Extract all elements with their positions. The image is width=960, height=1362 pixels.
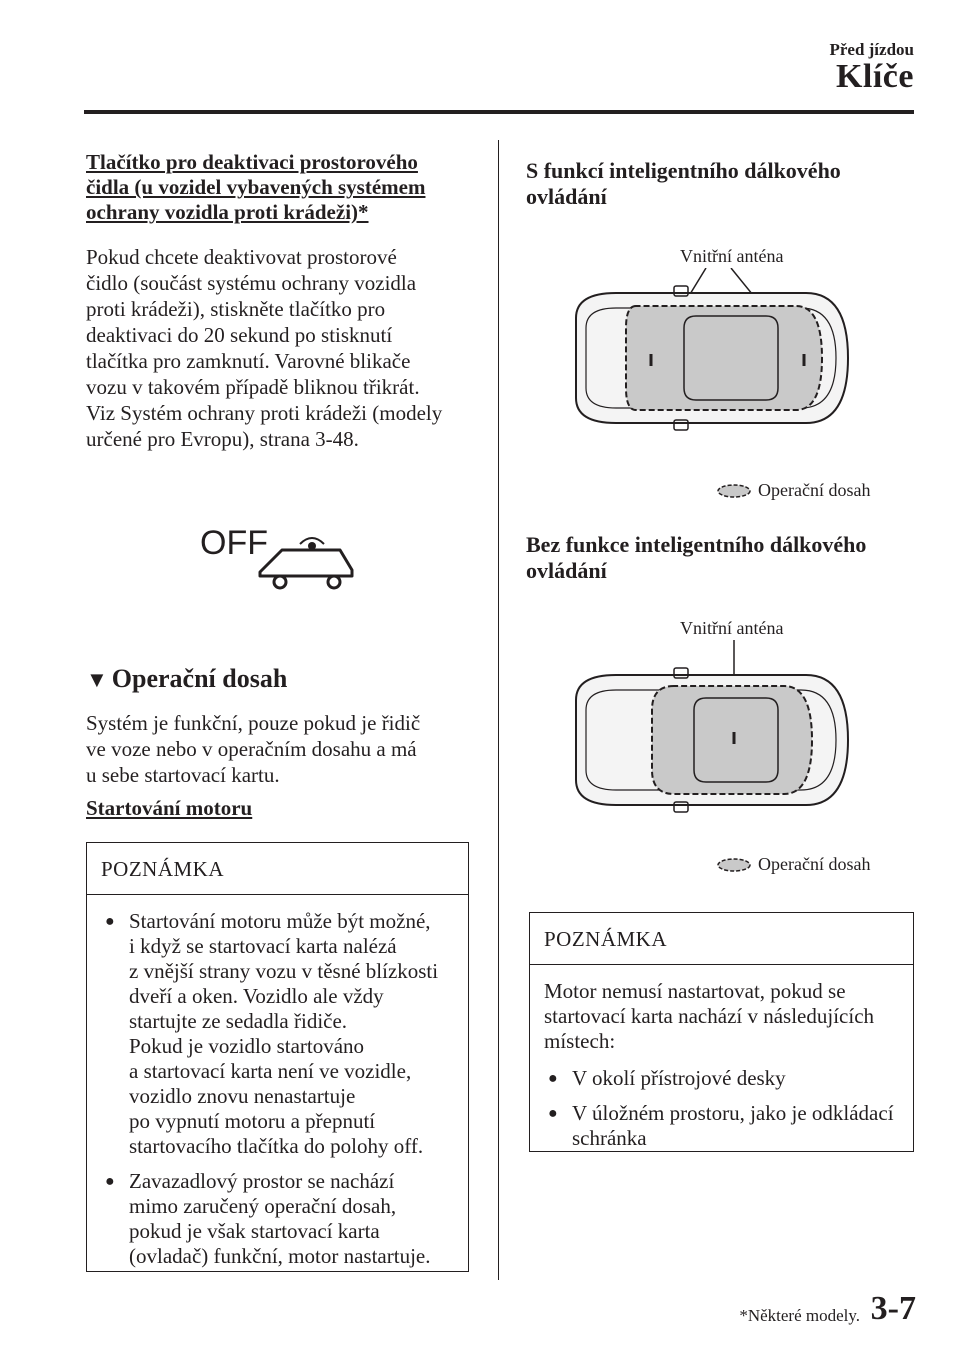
note-title: POZNÁMKA (530, 913, 913, 965)
header-rule (84, 110, 914, 114)
page-number: 3-7 (870, 1290, 916, 1327)
bullet-icon: ● (548, 1070, 558, 1087)
dashed-range-icon (716, 857, 752, 873)
deactivation-paragraph: Pokud chcete deaktivovat prostorové čidlo (součást systému ochrany vozidla proti krádeži), stiskněte tlačítko pro deaktivaci do 20 sekund po stisknutí tlačítka pro zamknutí. Varovné blikače vozu v takovém případě bliknou třikrát. Viz Systém ochrany proti krádeži (modely určené pro Evropu), strana 3-48. (86, 245, 443, 451)
note-box-right (529, 912, 914, 1152)
list-item: ● V úložném prostoru, jako je odkládací schránka (544, 1101, 899, 1151)
triangle-marker-icon: ▼ (86, 667, 108, 692)
note-title: POZNÁMKA (87, 843, 468, 895)
section-label: Před jízdou (829, 40, 914, 59)
antenna-label: Vnitřní anténa (680, 246, 784, 266)
bullet-icon: ● (105, 913, 115, 930)
list-item: ● Zavazadlový prostor se nachází mimo zaručený operační dosah, pokud je však startovací karta (ovladač) funkční, motor nastartuje. (101, 1169, 454, 1269)
operating-range-heading: ▼ Operační dosah (86, 664, 288, 693)
page-title: Klíče (835, 58, 914, 95)
off-label: OFF (200, 524, 268, 562)
car-top-view-diagram-1 (556, 268, 856, 448)
car-top-view-diagram-2 (556, 640, 856, 830)
footnote: *Některé modely. (739, 1306, 860, 1325)
column-divider (498, 140, 499, 1280)
figure1-heading: S funkcí inteligentního dálkového ovládání (526, 158, 841, 209)
bullet-icon: ● (548, 1105, 558, 1122)
legend-1: Operační dosah (716, 480, 870, 501)
dashed-range-icon (716, 483, 752, 499)
legend-2: Operační dosah (716, 854, 870, 875)
list-item: ● Startování motoru může být možné, i když se startovací karta nalézá z vnější strany vozu v těsné blízkosti dveří a oken. Vozidlo ale vždy startujte ze sedadla řidiče. Pokud je vozidlo startováno a startovací karta není ve vozidle, vozidlo znovu nenastartuje po vypnutí motoru a přepnutí startovacího tlačítka do polohy off. (101, 909, 454, 1159)
list-item: ● V okolí přístrojové desky (544, 1066, 899, 1091)
intrusion-sensor-off-icon (200, 520, 370, 600)
engine-start-subheading: Startování motoru (86, 796, 253, 820)
deactivation-heading: Tlačítko pro deaktivaci prostorového čidla (u vozidel vybavených systémem ochrany vozidla proti krádeži)* (86, 150, 426, 224)
note-box-left (86, 842, 469, 1272)
operating-range-paragraph: Systém je funkční, pouze pokud je řidič ve voze nebo v operačním dosahu a má u sebe startovací kartu. (86, 711, 421, 787)
note-intro: Motor nemusí nastartovat, pokud se startovací karta nachází v následujících místech: (544, 979, 875, 1053)
figure2-heading: Bez funkce inteligentního dálkového ovládání (526, 532, 867, 583)
antenna-label: Vnitřní anténa (680, 618, 784, 638)
bullet-icon: ● (105, 1173, 115, 1190)
